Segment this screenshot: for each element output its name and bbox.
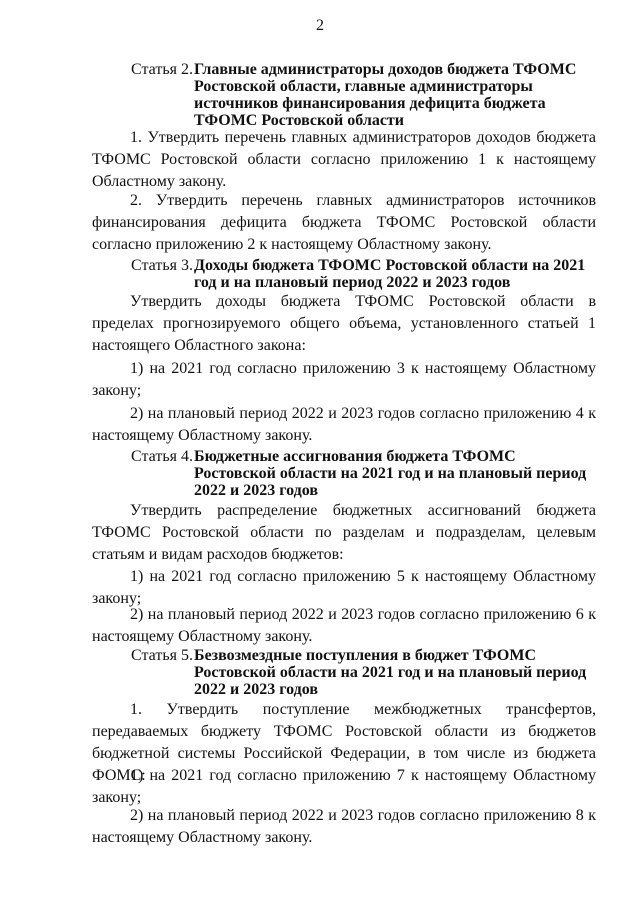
article-label: Статья 5. xyxy=(131,647,193,664)
paragraph: 2) на плановый период 2022 и 2023 годов согласно приложению 6 к настоящему Областному закону. xyxy=(92,606,596,645)
article-title: Безвозмездные поступления в бюджет ТФОМС Ростовской области на 2021 год и на плановый период 2022 и 2023 годов xyxy=(194,647,587,698)
paragraph: 1) на 2021 год согласно приложению 7 к настоящему Областному закону; xyxy=(92,767,596,806)
paragraph: 2. Утвердить перечень главных администраторов источников финансирования дефицита бюджета ТФОМС Ростовской области согласно приложению 2 к настоящему Областному закону. xyxy=(92,192,596,253)
article-label: Статья 4. xyxy=(131,448,193,465)
paragraph: 1. Утвердить перечень главных администраторов доходов бюджета ТФОМС Ростовской области согласно приложению 1 к настоящему Областному закону. xyxy=(92,129,596,190)
paragraph: 1) на 2021 год согласно приложению 3 к настоящему Областному закону; xyxy=(92,360,596,399)
article-label: Статья 3. xyxy=(131,257,193,274)
paragraph: 1) на 2021 год согласно приложению 5 к настоящему Областному закону; xyxy=(92,568,596,607)
article-4-heading xyxy=(131,448,596,499)
paragraph: 1. Утвердить поступление межбюджетных трансфертов, передаваемых бюджету ТФОМС Ростовской области из бюджетов бюджетной системы Российской Федерации, в том числе из бюджета ФОМС: xyxy=(92,701,596,784)
article-label: Статья 2. xyxy=(131,61,193,78)
article-title: Доходы бюджета ТФОМС Ростовской области на 2021 год и на плановый период 2022 и 2023 годов xyxy=(194,257,586,291)
paragraph: 2) на плановый период 2022 и 2023 годов согласно приложению 4 к настоящему Областному закону. xyxy=(92,405,596,444)
paragraph: 2) на плановый период 2022 и 2023 годов согласно приложению 8 к настоящему Областному закону. xyxy=(92,807,596,846)
article-title: Бюджетные ассигнования бюджета ТФОМС Ростовской области на 2021 год и на плановый период 2022 и 2023 годов xyxy=(194,448,587,499)
page-number: 2 xyxy=(316,17,324,34)
paragraph: Утвердить распределение бюджетных ассигнований бюджета ТФОМС Ростовской области по разделам и подразделам, целевым статьям и видам расходов бюджетов: xyxy=(92,502,596,563)
article-5-heading xyxy=(131,647,596,698)
paragraph: Утвердить доходы бюджета ТФОМС Ростовской области в пределах прогнозируемого общего объема, установленного статьей 1 настоящего Областного закона: xyxy=(92,293,596,354)
article-2-heading xyxy=(131,61,596,129)
article-title: Главные администраторы доходов бюджета ТФОМС Ростовской области, главные администраторы источников финансирования дефицита бюджета ТФОМС Ростовской области xyxy=(194,61,577,129)
article-3-heading xyxy=(131,257,596,291)
